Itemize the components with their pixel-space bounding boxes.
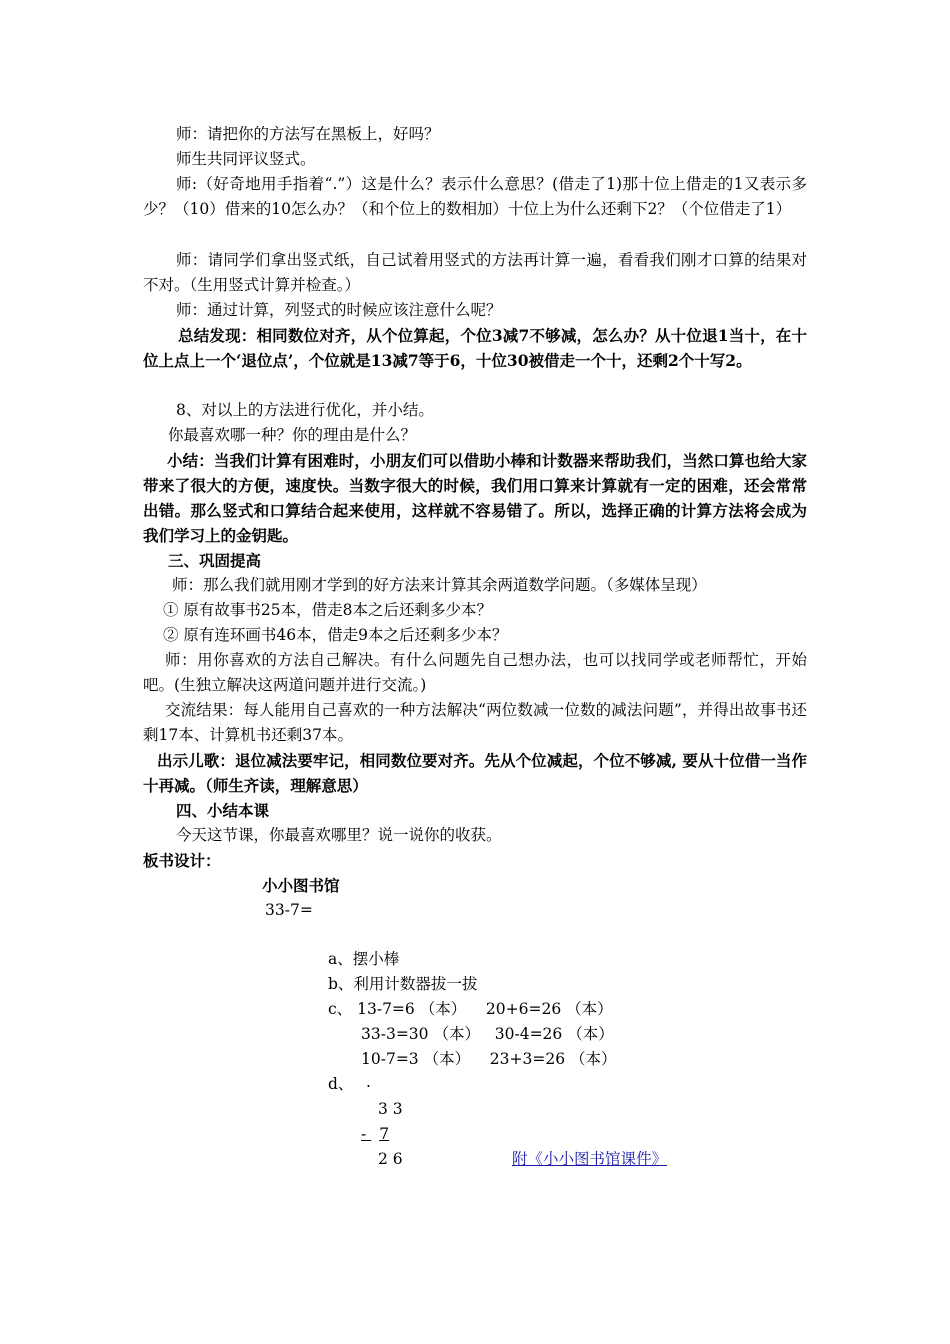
vertical-calc-paragraph: 师：请同学们拿出竖式纸，自己试着用竖式的方法再计算一遍，看看我们刚才口算的结果对不对。（生用竖式计算并检查。） xyxy=(143,251,807,294)
vertical-minuend: 3 3 xyxy=(378,1100,403,1118)
summary-findings-paragraph: 总结发现：相同数位对齐，从个位算起，个位3减7不够减，怎么办？从十位退1当十，在十位上点上一个‘退位点’，个位就是13减7等于6，十位30被借走一个十，还剩2个十写2。 xyxy=(143,326,807,370)
board-method-c-row1: c、 13-7=6 （本） 20+6=26 （本） xyxy=(328,1000,613,1018)
teacher-question-paragraph: 师:（好奇地用手指着“.”）这是什么？表示什么意思？(借走了1)那十位上借走的1又表示多少？（10）借来的10怎么办？（和个位上的数相加）十位上为什么还剩下2？（个位借走了1） xyxy=(143,175,807,218)
board-equation: 33-7= xyxy=(265,901,313,919)
board-design-label: 板书设计： xyxy=(143,851,221,870)
problem-1: ① 原有故事书25本，借走8本之后还剩多少本？ xyxy=(163,601,493,619)
class-review-line: 师生共同评议竖式。 xyxy=(176,150,316,168)
vertical-subtrahend: 7 xyxy=(379,1125,390,1143)
attention-question-line: 师：通过计算，列竖式的时候应该注意什么呢？ xyxy=(176,301,502,319)
harvest-question-line: 今天这节课，你最喜欢哪里？说一说你的收获。 xyxy=(176,826,502,844)
independent-solve-paragraph: 师：用你喜欢的方法自己解决。有什么问题先自己想办法，也可以找同学或老师帮忙，开始吧。(生独立解决这两道问题并进行交流。) xyxy=(143,651,807,694)
borrow-dot: . xyxy=(366,1073,371,1091)
exchange-results-paragraph: 交流结果：每人能用自己喜欢的一种方法解决“两位数减一位数的减法问题”，并得出故事书还剩17本、计算机书还剩37本。 xyxy=(143,701,807,744)
board-title: 小小图书馆 xyxy=(262,876,340,895)
board-method-a: a、摆小棒 xyxy=(328,950,400,968)
board-method-b: b、利用计数器拔一拔 xyxy=(328,975,478,993)
vertical-subtrahend-row xyxy=(361,1122,389,1147)
board-method-c-row2: 33-3=30 （本） 30-4=26 （本） xyxy=(361,1025,614,1043)
courseware-link[interactable]: 附《小小图书馆课件》 xyxy=(512,1150,668,1168)
problem-2: ② 原有连环画书46本，借走9本之后还剩多少本？ xyxy=(163,626,508,644)
section-heading-consolidate: 三、巩固提高 xyxy=(168,551,262,570)
section-heading-summary: 四、小结本课 xyxy=(176,801,270,820)
favorite-method-line: 你最喜欢哪一种？你的理由是什么？ xyxy=(168,426,417,444)
board-method-d-label: d、 xyxy=(328,1075,354,1093)
summary-paragraph: 小结：当我们计算有困难时，小朋友们可以借助小棒和计数器来帮助我们，当然口算也给大家带来了很大的方便，速度快。当数字很大的时候，我们用口算来计算就有一定的困难，还会常常出错。那么竖式和口算结合起来使用，这样就不容易错了。所以，选择正确的计算方法将会成为我们学习上的金钥匙。 xyxy=(143,451,807,545)
minus-sign: - xyxy=(361,1125,367,1143)
multimedia-intro-line: 师：那么我们就用刚才学到的好方法来计算其余两道数学问题。（多媒体呈现） xyxy=(172,576,707,594)
vertical-result: 2 6 xyxy=(378,1150,403,1168)
board-method-c-row3: 10-7=3 （本） 23+3=26 （本） xyxy=(361,1050,617,1068)
nursery-rhyme-paragraph: 出示儿歌：退位减法要牢记，相同数位要对齐。先从个位减起，个位不够减, 要从十位借一当作十再减。（师生齐读，理解意思） xyxy=(143,751,807,795)
optimize-step-line: 8、对以上的方法进行优化，并小结。 xyxy=(176,401,434,419)
teacher-prompt-line: 师：请把你的方法写在黑板上，好吗？ xyxy=(176,125,440,143)
